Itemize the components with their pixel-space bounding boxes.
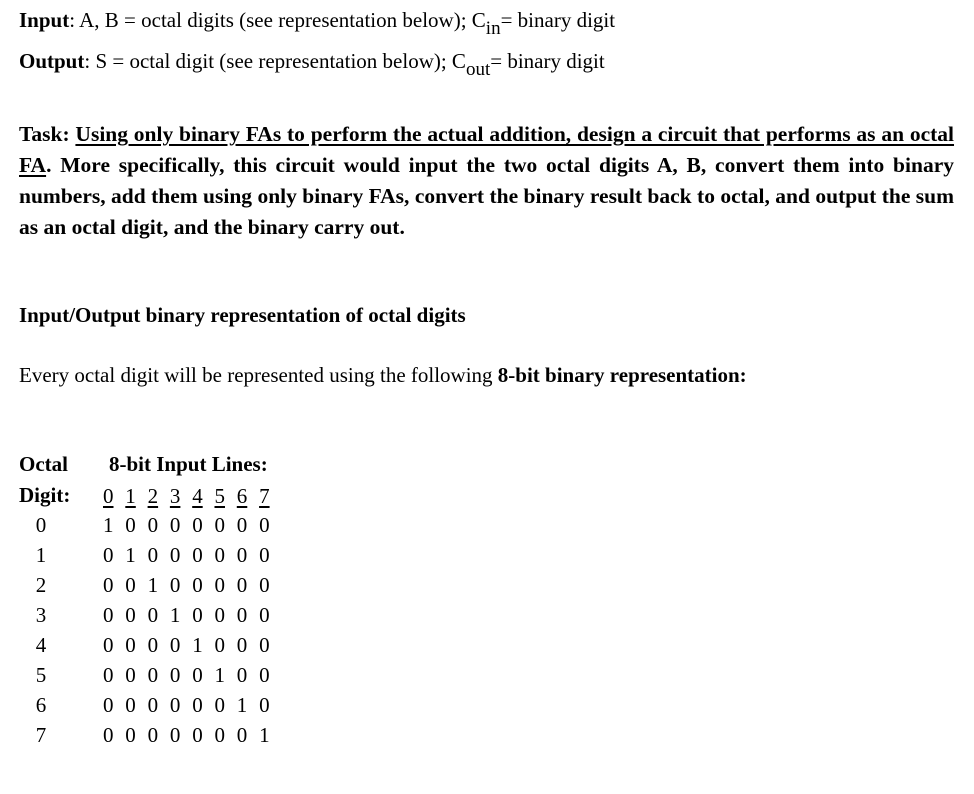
row-bits: 0 0 1 0 0 0 0 0 xyxy=(103,573,270,597)
header-input-lines: 8-bit Input Lines: xyxy=(109,452,268,476)
table-row xyxy=(0,723,320,753)
row-digit: 2 xyxy=(35,573,47,597)
input-spec-line xyxy=(19,8,616,39)
column-index: 2 xyxy=(147,484,159,508)
row-digit: 5 xyxy=(35,663,47,687)
input-text: : A, B = octal digits (see representation below); C xyxy=(69,8,486,32)
task-label: Task: xyxy=(19,122,70,146)
task-underlined: Using only binary FAs to perform the actual addition, design a circuit that performs as an octal FA xyxy=(19,122,955,177)
column-index: 6 xyxy=(236,484,248,508)
intro-line xyxy=(19,363,747,388)
row-bits: 1 0 0 0 0 0 0 0 xyxy=(103,513,270,537)
column-index: 5 xyxy=(214,484,225,508)
row-bits: 0 0 0 0 0 1 0 0 xyxy=(103,663,270,687)
row-bits: 0 1 0 0 0 0 0 0 xyxy=(103,543,270,567)
input-text-end: = binary digit xyxy=(500,8,616,32)
table-row xyxy=(0,633,320,663)
row-digit: 7 xyxy=(35,723,47,747)
row-bits: 0 0 0 0 1 0 0 0 xyxy=(103,633,270,657)
table-row xyxy=(0,573,320,603)
output-text: : S = octal digit (see representation below); C xyxy=(84,49,466,73)
header-digit: Digit: xyxy=(19,483,71,507)
input-label: Input xyxy=(19,8,70,32)
table-row xyxy=(0,663,320,693)
table-row xyxy=(0,693,320,723)
task-paragraph xyxy=(19,119,954,243)
column-index: 0 xyxy=(103,484,114,508)
output-spec-line xyxy=(19,49,605,80)
output-text-end: = binary digit xyxy=(490,49,605,73)
row-digit: 3 xyxy=(35,603,47,627)
row-digit: 4 xyxy=(35,633,47,657)
column-indices xyxy=(103,484,281,509)
row-digit: 0 xyxy=(35,513,47,537)
column-index: 3 xyxy=(169,484,181,508)
row-bits: 0 0 0 0 0 0 0 1 xyxy=(103,723,270,747)
section-title: Input/Output binary representation of octal digits xyxy=(19,303,466,327)
column-index: 1 xyxy=(125,484,136,508)
intro-bold: 8-bit binary representation: xyxy=(497,363,747,387)
row-bits: 0 0 0 1 0 0 0 0 xyxy=(103,603,270,627)
output-label: Output xyxy=(19,49,85,73)
task-rest: . More specifically, this circuit would input the two octal digits A, B, convert them into binary numbers, add them using only binary FAs, convert the binary result back to octal, and output the sum as an octal digit, and the binary carry out. xyxy=(19,153,954,239)
row-digit: 6 xyxy=(35,693,47,717)
column-index: 4 xyxy=(192,484,203,508)
table-row xyxy=(0,513,320,543)
column-index: 7 xyxy=(259,484,270,508)
table-row xyxy=(0,543,320,573)
cin-subscript: in xyxy=(485,18,501,39)
row-bits: 0 0 0 0 0 0 1 0 xyxy=(103,693,270,717)
intro-text: Every octal digit will be represented using the following xyxy=(19,363,498,387)
header-octal: Octal xyxy=(19,452,68,476)
row-digit: 1 xyxy=(35,543,47,567)
table-row xyxy=(0,603,320,633)
cout-subscript: out xyxy=(465,59,491,80)
